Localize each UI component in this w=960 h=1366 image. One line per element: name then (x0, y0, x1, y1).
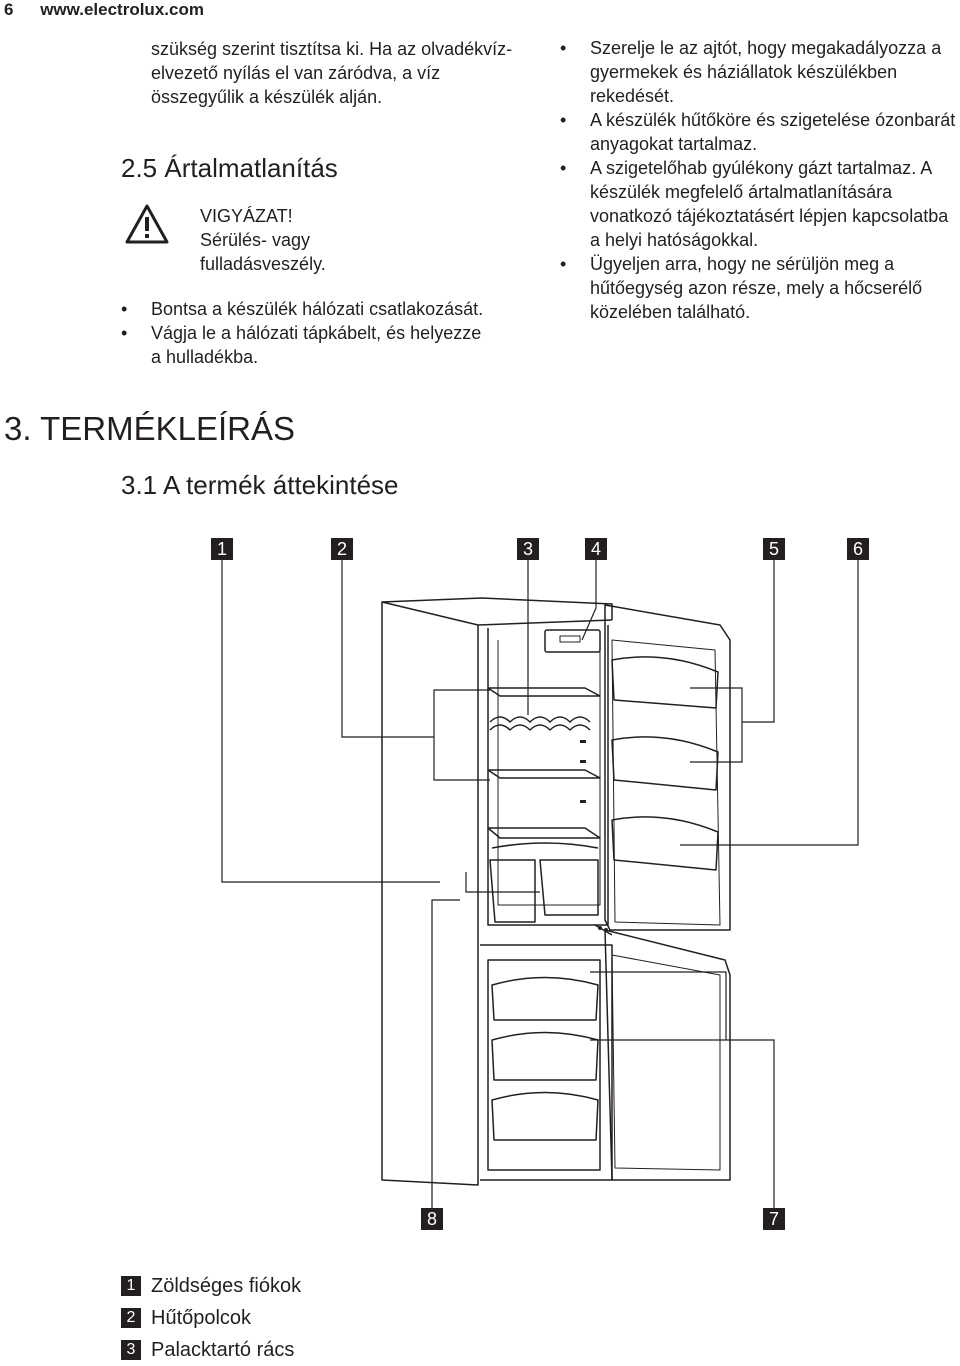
door-balcony (612, 817, 718, 870)
crisper-drawer (490, 860, 535, 922)
leader-4 (582, 560, 596, 640)
freezer-door (605, 930, 730, 1180)
section-title: Ártalmatlanítás (164, 153, 338, 183)
list-item-text: Bontsa a készülék hálózati csatlakozását. (151, 299, 484, 319)
section-title: TERMÉKLEÍRÁS (40, 410, 296, 447)
callout-8: 8 (421, 1208, 443, 1230)
leader-7 (590, 972, 774, 1208)
fridge-door (605, 605, 730, 930)
leader-5 (690, 560, 774, 762)
freezer-drawer (492, 1093, 598, 1141)
callout-2: 2 (331, 538, 353, 560)
callout-7: 7 (763, 1208, 785, 1230)
bullet-icon: • (121, 323, 128, 343)
list-item-text: Vágja le a hálózati tápkábelt, és helyezze a hulladékba. (151, 323, 482, 367)
fridge-shelf (488, 828, 600, 838)
warning-text: Sérülés- vagy fulladásveszély. (200, 230, 326, 274)
callout-4: 4 (585, 538, 607, 560)
section-title: A termék áttekintése (162, 470, 399, 500)
bullet-icon: • (121, 299, 128, 319)
control-panel (545, 630, 600, 652)
legend-number: 1 (121, 1276, 141, 1296)
warning-title: VIGYÁZAT! (200, 206, 293, 226)
page-number: 6 (4, 0, 14, 19)
crisper-drawer (540, 860, 598, 915)
section-number: 3.1 (121, 470, 158, 500)
callout-3: 3 (517, 538, 539, 560)
bottle-rack (490, 717, 590, 722)
door-balcony (612, 657, 718, 708)
legend-label: Palacktartó rács (151, 1338, 295, 1361)
freezer-drawer (492, 978, 598, 1021)
bullet-icon: • (560, 110, 567, 130)
legend-item (121, 1302, 301, 1334)
fridge-shelf (488, 770, 600, 778)
legend-number: 3 (121, 1340, 141, 1360)
bullet-icon: • (560, 254, 567, 274)
freezer-drawer (492, 1033, 598, 1081)
cabinet-top (382, 598, 612, 620)
fridge-shelf (488, 688, 600, 696)
leader-6 (680, 560, 858, 845)
door-balcony (612, 737, 718, 790)
callout-6: 6 (847, 538, 869, 560)
list-item-text: A készülék hűtőköre és szigetelése ózonbarát anyagokat tartalmaz. (590, 110, 956, 154)
list-item-text: A szigetelőhab gyúlékony gázt tartalmaz. A készülék megfelelő ártalmatlanítására vonatkozó tájékoztatásért lépjen kapcsolatba a helyi hatóságokkal. (590, 158, 949, 250)
legend-label: Hűtőpolcok (151, 1306, 252, 1329)
leader-8 (432, 900, 460, 1208)
section-number: 3. (4, 410, 32, 447)
list-item-text: Ügyeljen arra, hogy ne sérüljön meg a hűtőegység azon része, mely a hőcserélő közelében található. (590, 254, 923, 322)
callout-1: 1 (211, 538, 233, 560)
intro-paragraph: szükség szerint tisztítsa ki. Ha az olvadékvíz-elvezető nyílás el van záródva, a víz összegyűlik a készülék alján. (151, 39, 513, 107)
leader-2 (342, 560, 490, 780)
list-item-text: Szerelje le az ajtót, hogy megakadályozza a gyermekek és háziállatok készülékben rekedését. (590, 38, 942, 106)
legend (121, 1270, 301, 1366)
site-url[interactable]: www.electrolux.com (40, 0, 204, 19)
legend-number: 2 (121, 1308, 141, 1328)
bullet-icon: • (560, 38, 567, 58)
legend-item (121, 1334, 301, 1366)
bullet-icon: • (560, 158, 567, 178)
callout-5: 5 (763, 538, 785, 560)
legend-item (121, 1270, 301, 1302)
legend-label: Zöldséges fiókok (151, 1274, 302, 1297)
section-number: 2.5 (121, 153, 158, 183)
